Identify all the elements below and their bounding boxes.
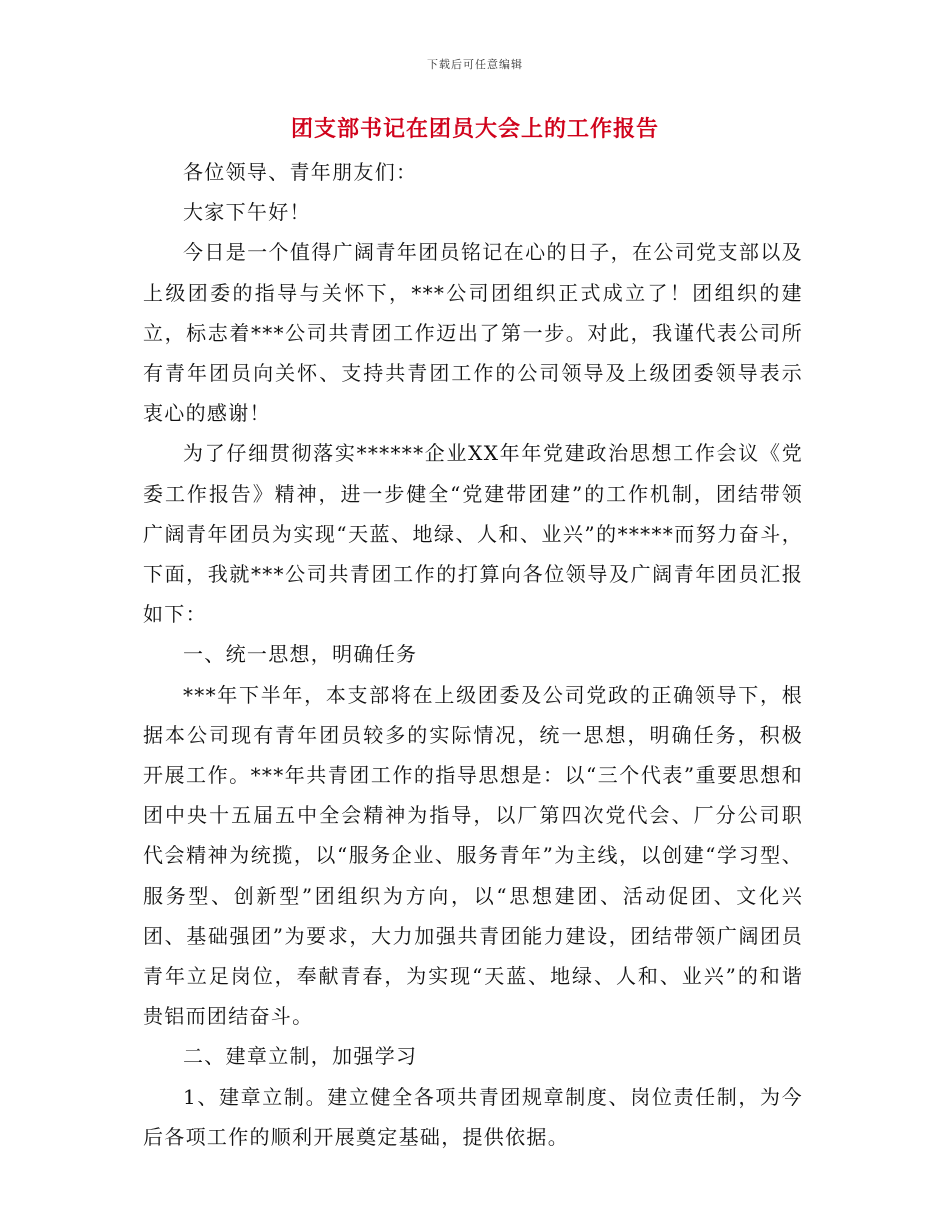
document-title: 团支部书记在团员大会上的工作报告 <box>290 116 659 142</box>
document-body <box>143 152 803 1157</box>
header-note: 下载后可任意编辑 <box>427 58 523 71</box>
greeting: 大家下午好！ <box>183 200 311 225</box>
body-paragraph: 1、建章立制。建立健全各项共青团规章制度、岗位责任制，为今后各项工作的顺利开展奠定基础，提供依据。 <box>143 1084 803 1149</box>
body-paragraph: 今日是一个值得广阔青年团员铭记在心的日子，在公司党支部以及上级团委的指导与关怀下，***公司团组织正式成立了！团组织的建立，标志着***公司共青团工作迈出了第一步。对此，我谨代表公司所有青年团员向关怀、支持共青团工作的公司领导及上级团委领导表示衷心的感谢！ <box>143 240 803 426</box>
body-paragraph: 为了仔细贯彻落实******企业XX年年党建政治思想工作会议《党委工作报告》精神，进一步健全“党建带团建”的工作机制，团结带领广阔青年团员为实现“天蓝、地绿、人和、业兴”的*****而努力奋斗，下面，我就***公司共青团工作的打算向各位领导及广阔青年团员汇报如下： <box>143 441 803 627</box>
section-heading: 二、建章立制，加强学习 <box>183 1044 418 1069</box>
salutation: 各位领导、青年朋友们： <box>183 160 418 184</box>
body-paragraph: ***年下半年，本支部将在上级团委及公司党政的正确领导下，根据本公司现有青年团员较多的实际情况，统一思想，明确任务，积极开展工作。***年共青团工作的指导思想是：以“三个代表”重要思想和团中央十五届五中全会精神为指导，以厂第四次党代会、厂分公司职代会精神为统揽，以“服务企业、服务青年”为主线，以创建“学习型、服务型、创新型”团组织为方向，以“思想建团、活动促团、文化兴团、基础强团”为要求，大力加强共青团能力建设，团结带领广阔团员青年立足岗位，奉献青春，为实现“天蓝、地绿、人和、业兴”的和谐贵铝而团结奋斗。 <box>143 682 803 1029</box>
section-heading: 一、统一思想，明确任务 <box>183 642 418 667</box>
